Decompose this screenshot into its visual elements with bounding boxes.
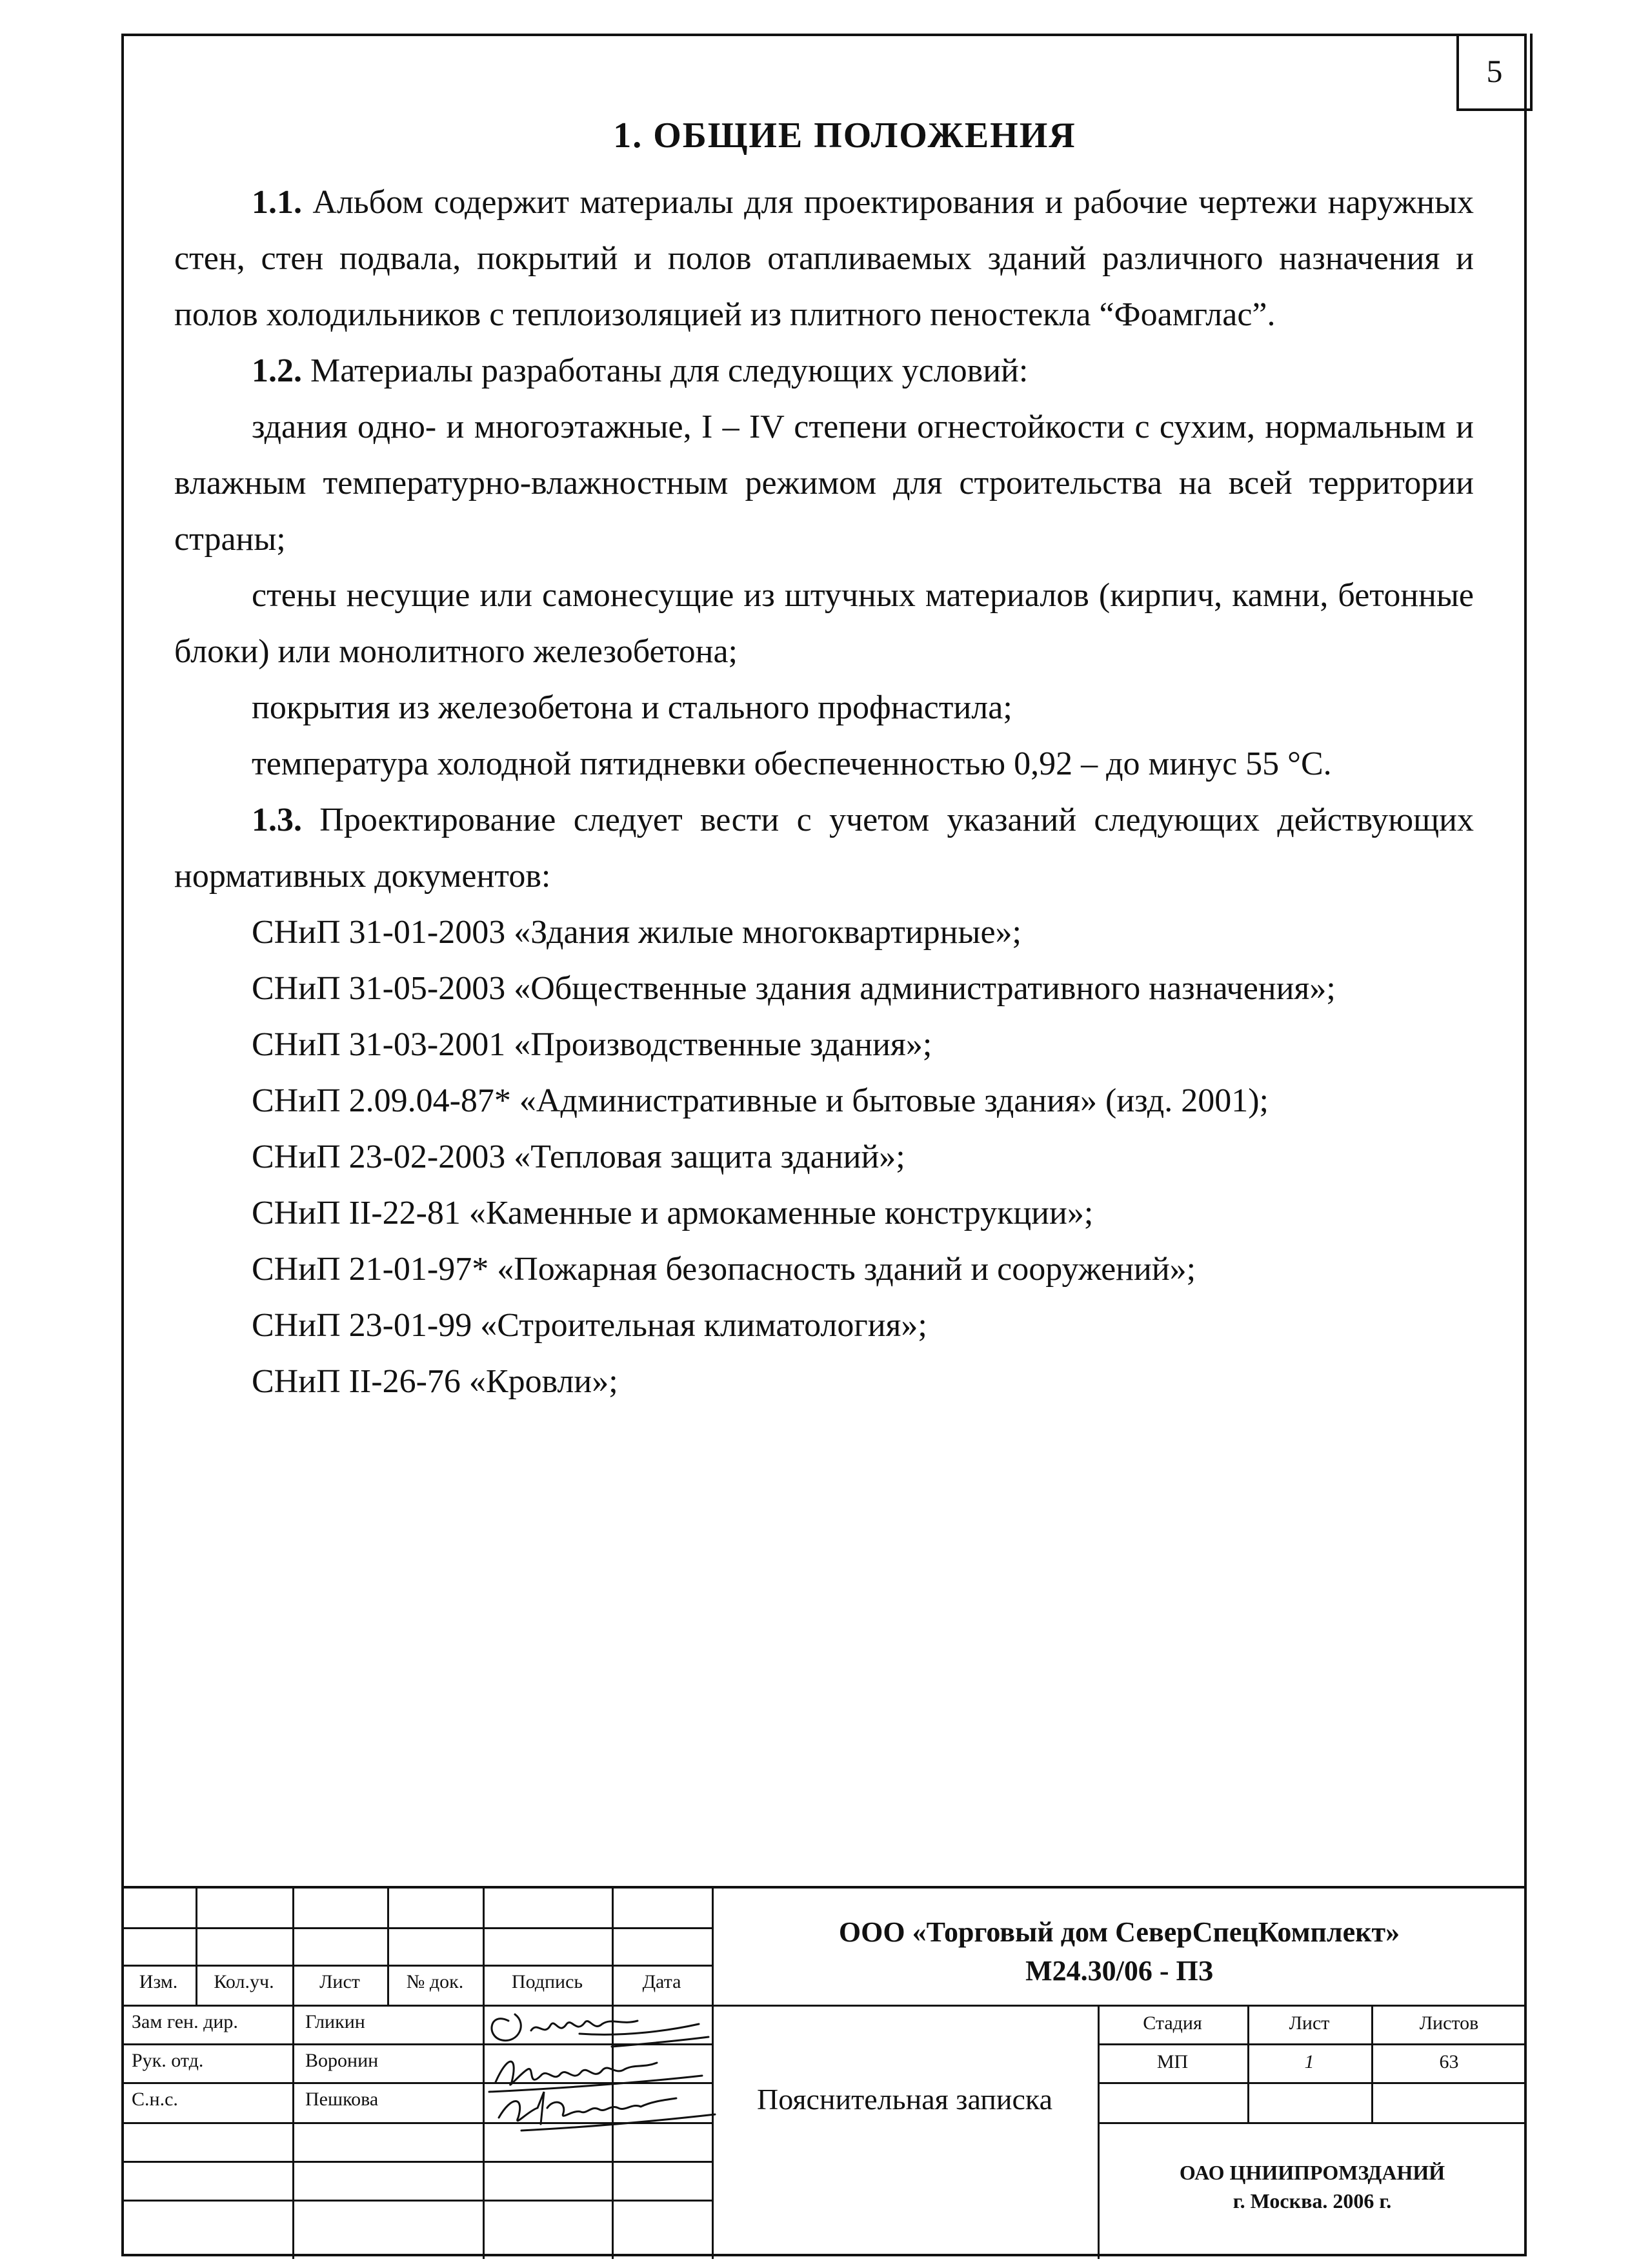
city-year: г. Москва. 2006 г. <box>1232 2189 1392 2212</box>
norm-doc-item: СНиП 21-01-97* «Пожарная безопасность зданий и сооружений»; <box>252 1251 1196 1288</box>
norm-doc-item: СНиП 2.09.04-87* «Административные и бытовые здания» (изд. 2001); <box>252 1082 1269 1119</box>
paragraph-number: 1.2. <box>252 352 302 389</box>
paragraph-text: Альбом содержит материалы для проектирования и рабочие чертежи наружных стен, стен подвала, покрытий и полов отапливаемых зданий различного назначения и полов холодильников с теплоизоляцией из плитного пеностекла “Фоамглас”. <box>174 184 1474 333</box>
role-label: С.н.с. <box>132 2089 178 2110</box>
sheet-header: Лист <box>1289 2012 1330 2034</box>
paragraph-1-1 <box>174 174 1474 343</box>
grid-line <box>1098 2122 1527 2124</box>
condition-item: здания одно- и многоэтажные, I – IV степени огнестойкости с сухим, нормальным и влажным температурно-влажностным режимом для строительства на всей территории страны; <box>174 409 1474 558</box>
grid-line <box>121 2200 712 2202</box>
paragraph-text: Материалы разработаны для следующих условий: <box>302 352 1029 389</box>
page-content <box>174 97 1474 1410</box>
organization-block <box>712 1913 1527 1990</box>
norm-doc-item: СНиП II-22-81 «Каменные и армокаменные конструкции»; <box>252 1195 1094 1231</box>
stage-header: Стадия <box>1143 2012 1202 2034</box>
condition-item: стены несущие или самонесущие из штучных материалов (кирпич, камни, бетонные блоки) или монолитного железобетона; <box>174 577 1474 670</box>
grid-line <box>1098 2082 1527 2084</box>
institution-block <box>1098 2158 1527 2215</box>
norm-doc-item: СНиП 23-02-2003 «Тепловая защита зданий»; <box>252 1139 905 1175</box>
norm-doc-item: СНиП 23-01-99 «Строительная климатология»; <box>252 1307 927 1344</box>
norm-doc-item: СНиП II-26-76 «Кровли»; <box>252 1363 618 1400</box>
paragraph-number: 1.3. <box>252 802 302 838</box>
norm-doc-item: СНиП 31-05-2003 «Общественные здания административного назначения»; <box>252 970 1336 1007</box>
sheets-value: 63 <box>1439 2051 1459 2072</box>
paragraph-text: Проектирование следует вести с учетом указаний следующих действующих нормативных документов: <box>174 802 1474 895</box>
document-title: Пояснительная записка <box>756 2083 1052 2116</box>
person-name: Пешкова <box>305 2089 379 2110</box>
paragraph-1-3 <box>174 792 1474 904</box>
header-izm: Изм. <box>139 1971 178 1992</box>
header-podpis: Подпись <box>511 1971 583 1992</box>
role-label: Рук. отд. <box>132 2050 204 2071</box>
stage-value: МП <box>1156 2051 1189 2072</box>
grid-line <box>121 2005 1527 2007</box>
paragraph-number: 1.1. <box>252 184 302 221</box>
role-label: Зам ген. дир. <box>132 2011 238 2032</box>
norm-doc-item: СНиП 31-01-2003 «Здания жилые многоквартирные»; <box>252 914 1021 951</box>
condition-item: температура холодной пятидневки обеспеченностью 0,92 – до минус 55 °С. <box>252 745 1332 782</box>
sheet-value: 1 <box>1304 2051 1314 2072</box>
grid-line <box>292 1888 294 2259</box>
grid-line <box>121 1965 712 1967</box>
signatures-image <box>483 1985 818 2140</box>
grid-line <box>1098 2043 1527 2045</box>
header-kol: Кол.уч. <box>214 1971 274 1992</box>
condition-item: покрытия из железобетона и стального профнастила; <box>252 689 1012 726</box>
document-code: М24.30/06 - ПЗ <box>1025 1955 1213 1987</box>
paragraph-1-2 <box>174 343 1474 399</box>
institution-name: ОАО ЦНИИПРОМЗДАНИЙ <box>1179 2161 1445 2184</box>
header-ndoc: № док. <box>406 1971 464 1992</box>
header-list: Лист <box>319 1971 360 1992</box>
person-name: Воронин <box>305 2050 379 2071</box>
page-number-text: 5 <box>1486 53 1503 89</box>
header-data: Дата <box>642 1971 681 1992</box>
grid-line <box>121 2161 712 2163</box>
sheets-header: Листов <box>1419 2012 1479 2034</box>
organization-name: ООО «Торговый дом СеверСпецКомплект» <box>838 1916 1400 1948</box>
norm-doc-item: СНиП 31-03-2001 «Производственные здания»; <box>252 1026 932 1063</box>
person-name: Гликин <box>305 2011 365 2032</box>
title-block <box>121 1886 1527 2256</box>
grid-line <box>121 1927 712 1929</box>
section-title: 1. ОБЩИЕ ПОЛОЖЕНИЯ <box>613 116 1076 156</box>
